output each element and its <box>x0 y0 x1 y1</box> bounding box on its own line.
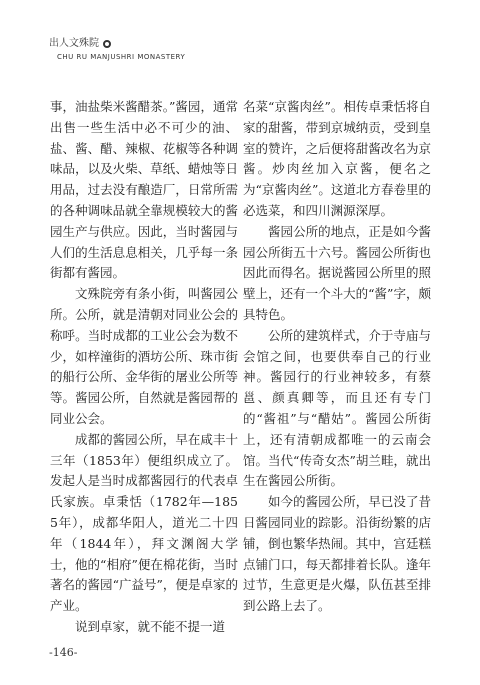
left-text-column <box>50 97 238 638</box>
header-title-cn: 出人文殊院 <box>49 38 99 49</box>
paragraph: 文殊院旁有条小街，叫酱园公所。公所，就是清朝对同业公会的称呼。当时成都的工业公会为数不少，如梓潼街的酒坊公所、珠市街的船行公所、金华街的屠业公所等等。酱园公所，自然就是酱园帮的同业公会。 <box>50 286 238 426</box>
paragraph: 成都的酱园公所，早在咸丰十三年（1853年）便组织成立了。发起人是当时成都酱园行的代表卓氏家族。卓秉恬（1782年—1855年），成都华阳人，道光二十四年（1844年），拜文渊阁大学士，他的“相府”便在棉花街，当时著名的酱园“广益号”，便是卓家的产业。 <box>50 431 238 614</box>
paragraph: 事，油盐柴米酱醋茶。”酱园，通常出售一些生活中必不可少的油、盐、酱、醋、辣椒、花椒等各种调味品，以及火柴、草纸、蜡烛等日用品，过去没有酿造厂，日常所需的各种调味品就全靠规模较大的酱园生产与供应。因此，当时酱园与人们的生活息息相关，几乎每一条街都有酱园。 <box>50 99 238 281</box>
running-header <box>49 38 185 61</box>
paragraph: 酱园公所的地点，正是如今酱园公所街五十六号。酱园公所街也因此而得名。据说酱园公所里的照壁上，还有一个斗大的“酱”字，颇具特色。 <box>243 223 431 322</box>
right-text-column <box>243 97 431 617</box>
paragraph: 如今的酱园公所，早已没了昔日酱园同业的踪影。沿街纷繁的店铺，倒也繁华热闹。其中，宫廷糕点铺门口，每天都排着长队。逢年过节，生意更是火爆，队伍甚至排到公路上去了。 <box>243 494 431 614</box>
page-number: -146- <box>49 646 78 659</box>
paragraph: 名菜“京酱肉丝”。相传卓秉恬将自家的甜酱，带到京城纳贡，受到皇室的赞许，之后便将甜酱改名为京酱。炒肉丝加入京酱，便名之为“京酱肉丝”。这道北方春卷里的必选菜，和四川渊源深厚。 <box>243 99 431 218</box>
paragraph: 公所的建筑样式，介于寺庙与会馆之间，也要供奉自己的行业神。酱园行的行业神较多，有蔡邕、颜真卿等，而且还有专门的“酱祖”与“醋姑”。酱园公所街上，还有清朝成都唯一的云南会馆。当代“传奇女杰”胡兰畦，就出生在酱园公所街。 <box>243 327 431 489</box>
circle-dot-icon <box>103 40 111 48</box>
running-header-title <box>49 38 185 50</box>
header-title-en: CHU RU MANJUSHRI MONASTERY <box>57 53 186 61</box>
paragraph: 说到卓家，就不能不提一道 <box>75 618 226 634</box>
